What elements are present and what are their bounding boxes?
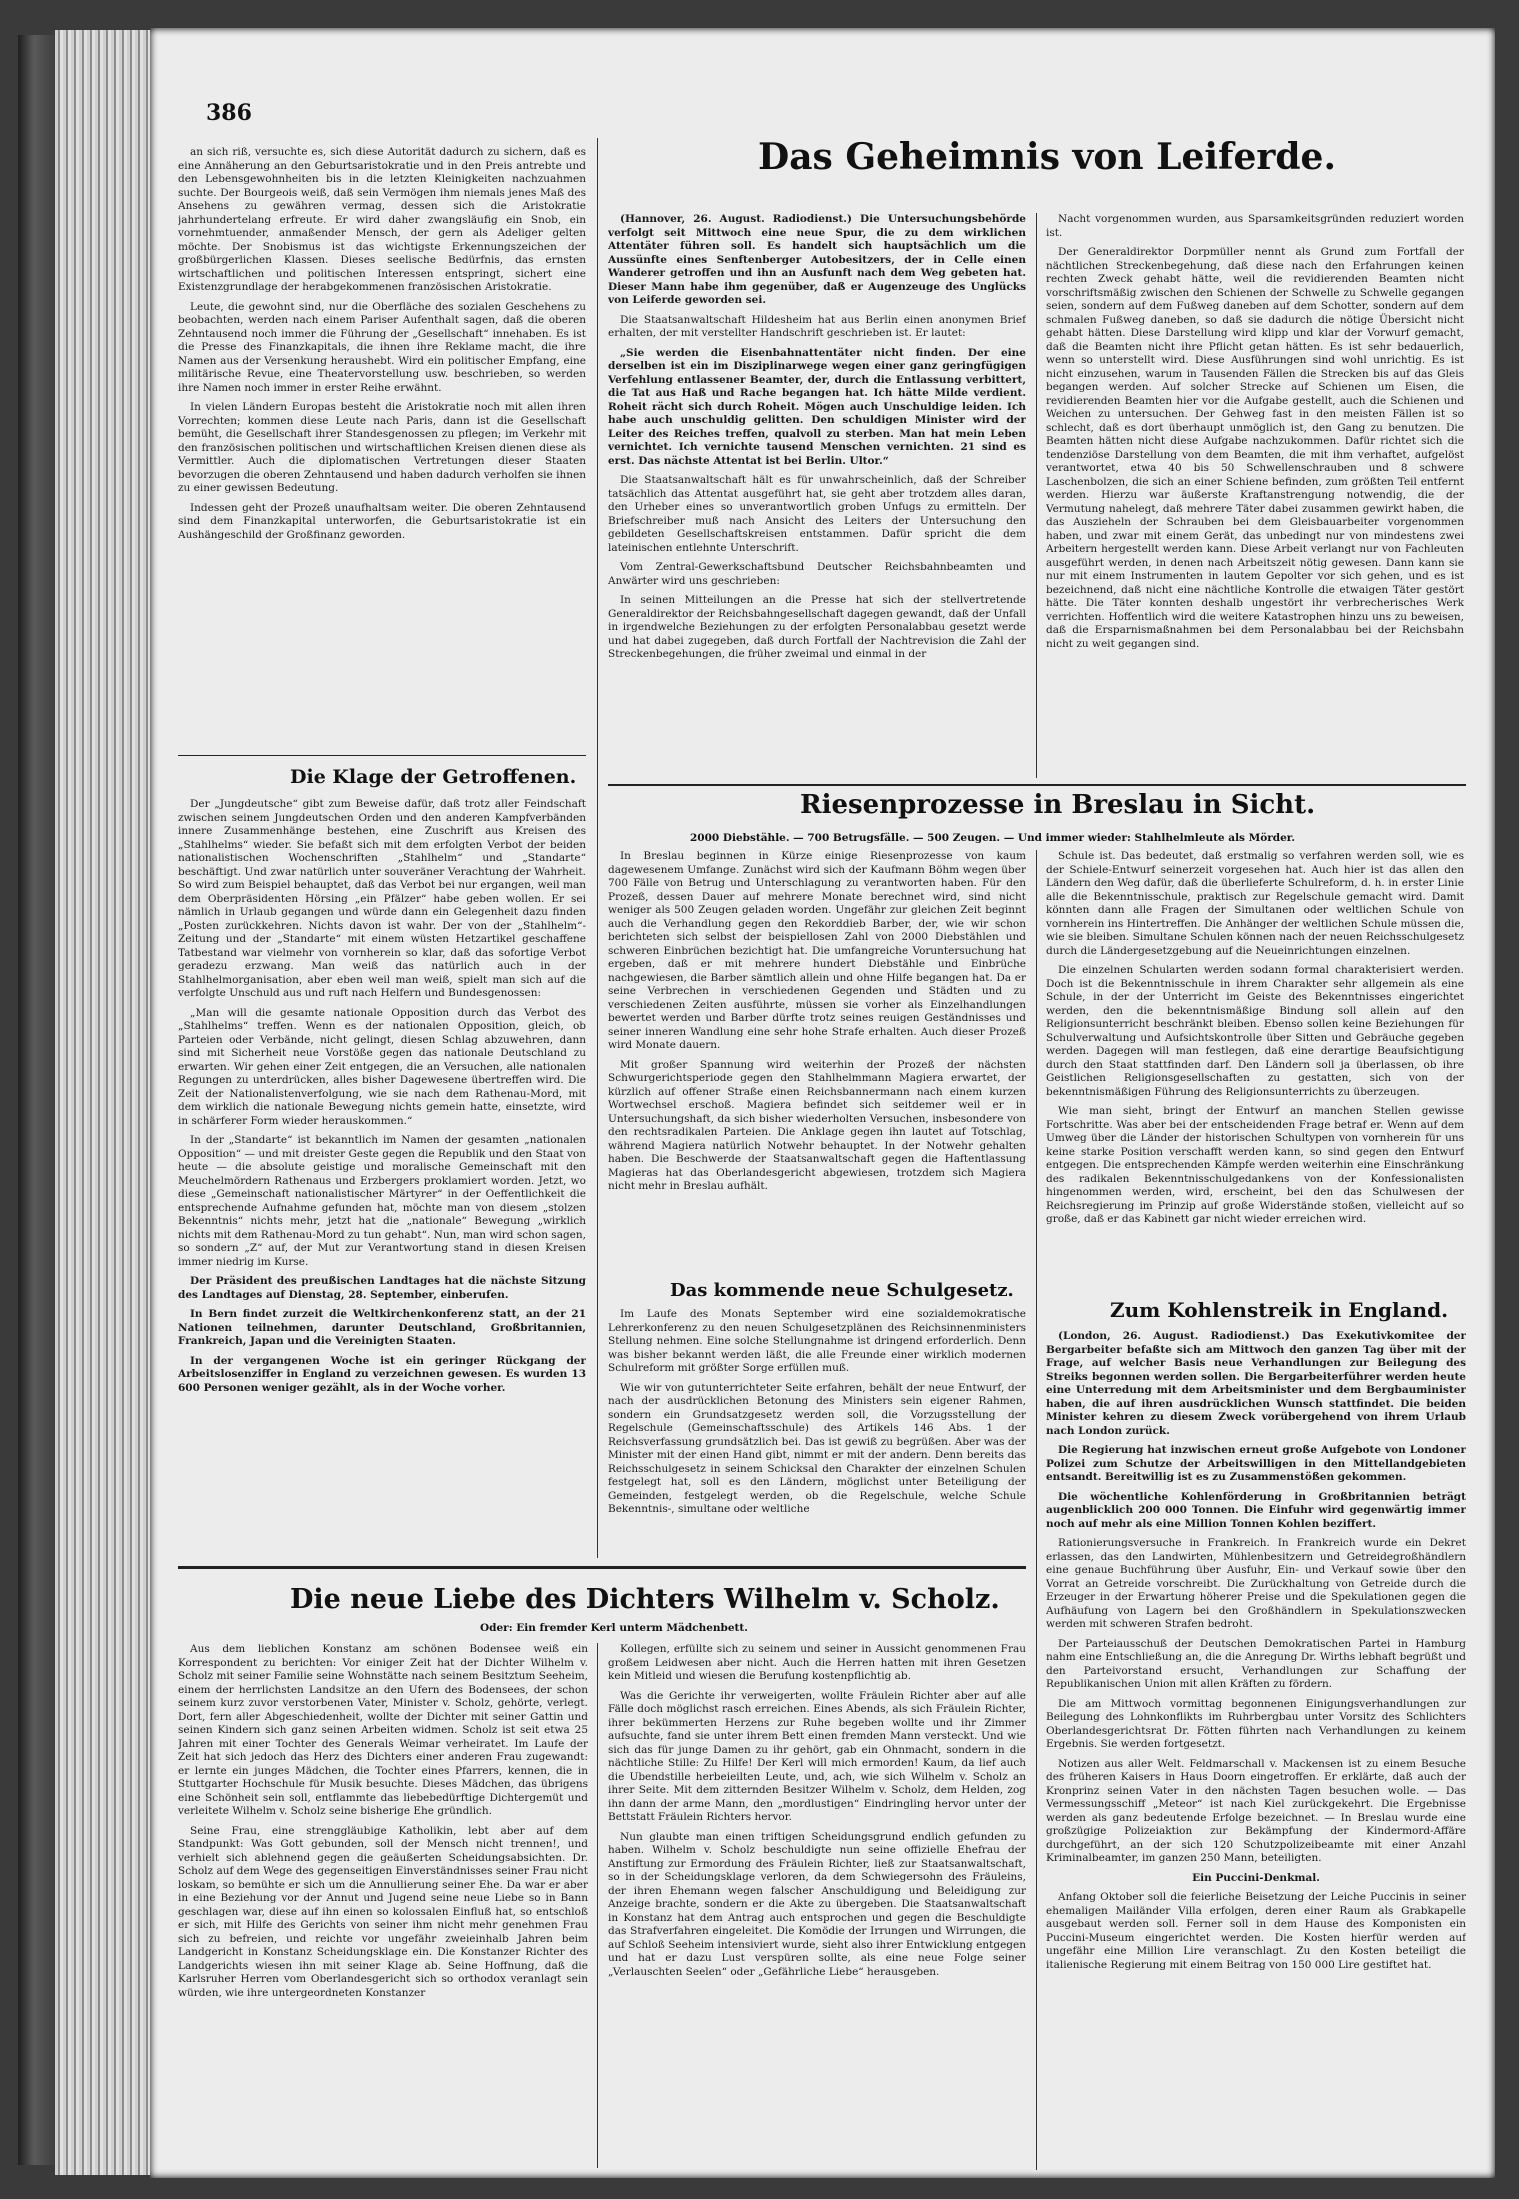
scholz-para-5: Nun glaubte man einen triftigen Scheidungsgrund endlich gefunden zu haben. Wilhelm v. Scholz beschuldigte nun seine offizielle Ehefrau der Anstiftung zur Ermordung des Fräulein Richter, ließ zur Staatsanwaltschaft, so in der Scheidungsklage verloren, da dem Schwiegersohn des Fräuleins, der ihren Ehemann wegen falscher Anschuldigung und Beleidigung zur Anzeige brachte, sondern er die Akte zu übergeben. Die Staatsanwaltschaft in Konstanz hat dem Antrag auch entsprochen und gegen die Beschuldigte das Strafverfahren eingeleitet. Die Komödie der Irrungen und Wirrungen, die auf Schloß Seeheim intensiviert wurde, sieht also ihrer Entwicklung entgegen und hat er dazu Lust verspüren sollte, als eine neue Folge seiner „Verlauschten Seelen“ oder „Gefährliche Liebe“ herausgeben. bbox=[608, 1830, 1026, 1978]
breslau-subhead: 2000 Diebstähle. — 700 Betrugsfälle. — 500 Zeugen. — Und immer wieder: Stahlhelmleute als Mörder. bbox=[690, 832, 1296, 844]
weltkirchenkonferenz-note: In Bern findet zurzeit die Weltkirchenkonferenz statt, an der 21 Nationen teilnehmen, darunter Deutschland, Großbritannien, Frankreich, Japan und die Vereinigten Staaten. bbox=[178, 1308, 586, 1347]
column-scholz-left bbox=[178, 1643, 588, 2168]
scholz-para-2: Seine Frau, eine strenggläubige Katholikin, lebt aber auf dem Standpunkt: Was Gott gebunden, soll der Mensch nicht trennen!, und verhielt sich ablehnend gegen die geäußerten Scheidungsabsichten. Dr. Scholz auf dem Wege des gegenseitigen Einverständnisses seiner Frau nicht loskam, so bemühte er sich um die Annullierung seiner Ehe. Da war er aber in eine Beziehung vor der Annut und Jugend seine neue Liebe so in Bann geschlagen war, diese auf ihn einen so kolossalen Einfluß hat, so entschloß er sich, mit Hilfe des Gerichts von seiner ihm nicht mehr genehmen Frau sich zu befreien, und reichte vor ungefähr zweieinhalb Jahren beim Landgericht in Konstanz Scheidungsklage ein. Die Konstanzer Richter des Landgerichts wiesen ihn mit seiner Klage ab. Seine Hoffnung, daß die Karlsruher Herren vom Oberlandesgericht sich so orthodox veranlagt sein würden, wie ihre untergeordneten Konstanzer bbox=[178, 1824, 588, 1999]
klage-para-2: In der „Standarte“ ist bekanntlich im Namen der gesamten „nationalen Opposition“ — und mit dreister Geste gegen die Republik und den Staat von heute — die absolute geistige und moralische Gemeinschaft mit den Meuchelmördern Rathenaus und Erzbergers proklamiert worden. Jetzt, wo diese „Gemeinschaft nationalistischer Märtyrer“ in der Oeffentlichkeit die entsprechende Aufnahme gefunden hat, möchte man von diesem „stolzen Bekenntnis“ nichts mehr, jetzt hat die „nationale“ Bewegung „wirklich nichts mit dem Rathenau-Mord zu tun gehabt“. Nun, man wird schon sagen, so sondern „Z“ auf, der Mut zur Verantwortung stand in diesen Kreisen immer niedrig im Kurse. bbox=[178, 1134, 586, 1268]
divider bbox=[178, 755, 586, 756]
column-klage bbox=[178, 798, 586, 1556]
column-kohlen bbox=[1046, 1330, 1466, 2168]
ruhrbergbau-news: Die am Mittwoch vormittag begonnenen Einigungsverhandlungen zur Beilegung des Lohnkonflikts im Ruhrbergbau unter Vorsitz des Schlichters Oberlandesgerichtsrat Dr. Fötten führten nach Verhandlungen zu keinem Ergebnis. Sie werden fortgesetzt. bbox=[1046, 1697, 1466, 1750]
divider bbox=[178, 1566, 1026, 1569]
leiferde-para-4: In seinen Mitteilungen an die Presse hat sich der stellvertretende Generaldirektor der Reichsbahngesellschaft dagegen gewandt, daß der Unfall in irgendwelche Beziehungen zu der erfolgten Personalabbau gesetzt werde und hat dabei zugegeben, daß durch Fortfall der Nachtrevision die Zahl der Streckenbegehungen, die früher zweimal und einmal in der bbox=[608, 594, 1026, 660]
aristocracy-para-1: an sich riß, versuchte es, sich diese Autorität dadurch zu sichern, daß es eine Annäherung an den Geburtsaristokratie und in den Preis antrebte und den Lebensgewohnheiten bis in die letzten Kleinigkeiten nachzuahmen suchte. Der Bourgeois weiß, daß sein Vermögen ihm niemals jenes Maß des Ansehens zu gewähren vermag, dessen sich die Aristokratie jahrhundertelang erfreute. Er wird daher zwangsläufig ein Snob, ein vornehmtuender, anmaßender Mensch, der gern als Adeliger gelten möchte. Der Snobismus ist das wichtigste Erkennungszeichen der großbürgerlichen Klassen. Dieses seelische Bedürfnis, das ernsten wirtschaftlichen und politischen Interessen entspringt, sichert eine Existenzgrundlage der herabgekommenen französischen Aristokratie. bbox=[178, 146, 586, 293]
leiferde-right-2: Der Generaldirektor Dorpmüller nennt als Grund zum Fortfall der nächtlichen Streckenbegehung, daß diese nach den Erfahrungen keinen rechten Zweck gehabt hätte, weil die revidierenden Beamten nicht vorschriftsmäßig zwischen den Schienen der Schwelle zu Schwelle gegangen seien, sondern auf dem Fußweg daneben auf dem Schotter, sondern auf dem schmalen Fußweg daneben, so daß sie dadurch die nötige Übersicht nicht gehabt hätten. Diese Darstellung wird klipp und klar der Vorwurf gemacht, daß die Beamten nicht ihre Pflicht getan hätten. Es ist sehr bedauerlich, wenn so unterstellt wird. Diese Ausführungen sind wohl unrichtig. Es ist nicht einzusehen, warum in Tausenden Fällen die Strecken bis auf das Gleis begangen werden. Auf solcher Strecke auf Schienen um Eisen, die revidierenden Beamten hier vor die Aufgabe gestellt, auch die Schienen und Weichen zu untersuchen. Der Gehweg fast in den meisten Fällen ist so schlecht, daß es dort überhaupt unmöglich ist, den Gang zu benutzen. Die Beamten hätten nicht diese Aufgabe nachzukommen. Dafür richtet sich die tendenziöse Darstellung von dem Beamten, die mit ihm verhaftet, aufgelöst verantwortet, etwa 40 bis 50 Schwellenschrauben und 8 schwere Laschenbolzen, die sich an einer Schiene befinden, zum größten Teil entfernt werden. Hierzu war äußerste Kraftanstrengung notwendig, die der Vermutung nahelegt, daß mehrere Täter dabei zusammen gewirkt haben, die das Auszieheln der Schrauben bei dem Gleisbauarbeiter vorgenommen haben, und zwar mit einem Gerät, das unbedingt nur von mindestens zwei Arbeitern hergestellt werden kann. Diese Arbeit verlangt nur von Fachleuten ausgeführt werden, in denen nach Arbeitszeit nötig gewesen. Dann kann sie nur mit einem Instrumenten in lautem Gepolter vor sich gehen, und es ist bezeichnend, daß nicht eine nächtliche Kontrolle die etwaigen Täter gestört hätte. Die Täter konnten deshalb ungestört ihr verbrecherisches Werk verrichten. Hoffentlich wird die weitere Katastrophen hinzu uns zu beweisen, daß die Ersparnismaßnahmen bei dem Personalabbau bei der Reichsbahn nicht zu weit gegangen sind. bbox=[1046, 246, 1464, 650]
column-rule bbox=[1036, 213, 1037, 778]
klage-quote: „Man will die gesamte nationale Opposition durch das Verbot des „Stahlhelms“ treffen. Wenn es der nationalen Opposition, gleich, ob Parteien oder Verbände, nicht gelingt, diesen Schlag abzuwehren, dann sind mit Sicherheit neue Vorstöße gegen das nationale Deutschland zu erwarten. Wir gehen einer Zeit entgegen, die an Versuchen, alle nationalen Regungen zu unterdrücken, alles bisher Dagewesene übertreffen wird. Die Zeit der Nationalistenverfolgung, wie sie nach dem Rathenau-Mord, mit dem wirklich die nationale Bewegung nichts gemein hatte, einsetzte, wird in schärferer Form wieder herauskommen.“ bbox=[178, 1006, 586, 1127]
aristocracy-para-2: Leute, die gewohnt sind, nur die Oberfläche des sozialen Geschehens zu beobachten, werden nach einem Pariser Aufenthalt sagen, daß die oberen Zehntausend noch immer die Führung der „Gesellschaft“ innehaben. Es ist die Presse des Finanzkapitals, die ihnen ihre Reklame macht, die ihre Namen aus der Versenkung heraushebt. Wird ein politischer Empfang, eine militärische Revue, eine Theatervorstellung usw. beschrieben, so werden ihre Namen noch immer in erster Reihe erwähnt. bbox=[178, 300, 586, 394]
schule-right-3: Wie man sieht, bringt der Entwurf an manchen Stellen gewisse Fortschritte. Was aber bei der entscheidenden Frage betraf er. Wenn auf dem Umweg über die Länder der historischen Schultypen von vornherein für uns keine starke Position verschafft werden kann, so sind gegen den Entwurf entgegen. Die entsprechenden Kämpfe werden weiterhin eine Einschränkung des radikalen Bekenntnisschulgedankens von der Konfessionalisten hingenommen werden, wird, erscheint, bei den das Schulwesen der Reichsregierung im Prinzip auf große Widerstände stoßen, vielleicht auf so große, daß er das Kabinett gar nicht wieder erreichen wird. bbox=[1046, 1105, 1464, 1225]
kohlen-para-3: Die wöchentliche Kohlenförderung in Großbritannien beträgt augenblicklich 200 000 Tonnen. Die Einfuhr wird gegenwärtig immer noch auf mehr als eine Million Tonnen Kohlen beziffert. bbox=[1046, 1490, 1466, 1530]
scholz-subhead: Oder: Ein fremder Kerl unterm Mädchenbett. bbox=[480, 1622, 748, 1634]
column-leiferde-left bbox=[608, 213, 1026, 778]
column-rule bbox=[1036, 850, 1037, 1290]
leiferde-para-2: Die Staatsanwaltschaft hält es für unwahrscheinlich, daß der Schreiber tatsächlich das Attentat ausgeführt hat, sie geht aber trotzdem alles daran, den Urheber eines so unverantwortlich groben Unfugs zu ermitteln. Der Briefschreiber muß nach Ansicht des Leiters der Untersuchung den gebildeten Gesellschaftskreisen entstammen. Dafür spricht die dem lateinischen entlehnte Unterschrift. bbox=[608, 474, 1026, 554]
page-number: 386 bbox=[206, 100, 252, 126]
schulgesetz-headline: Das kommende neue Schulgesetz. bbox=[670, 1280, 1014, 1301]
column-schulgesetz bbox=[608, 1308, 1026, 1558]
leiferde-lead: (Hannover, 26. August. Radiodienst.) Die Untersuchungsbehörde verfolgt seit Mittwoch eine neue Spur, die zu dem wirklichen Attentäter führen soll. Es handelt sich hauptsächlich um die Aussünfte eines Senftenberger Autobesitzers, der in Celle einen Wanderer getroffen und ihn an Ausfunft nach dem Weg gebeten hat. Dieser Mann habe ihm gegenüber, daß er Augenzeuge des Unglücks von Leiferde geworden sei. bbox=[608, 213, 1026, 306]
column-rule bbox=[597, 138, 598, 1558]
notizen-news: Notizen aus aller Welt. Feldmarschall v. Mackensen ist zu einem Besuche des früheren Kaisers in Haus Doorn eingetroffen. Er erklärte, daß auch der Kronprinz seinen Vater in den nächsten Tagen besuchen wolle. — Das Vermessungsschiff „Meteor“ ist nach Kiel zurückgekehrt. Die Ergebnisse werden als ganz bedeutende Erfolge bezeichnet. — In Breslau wurde eine großzügige Polizeiaktion zur Bekämpfung der Kindermord-Affäre durchgeführt, an der sich 120 Schutzpolizeibeamte mit einer Anzahl Kriminalbeamter, im ganzen 250 Mann, beteiligten. bbox=[1046, 1757, 1466, 1864]
book-spine bbox=[18, 35, 58, 2165]
scholz-para-3: Kollegen, erfüllte sich zu seinem und seiner in Aussicht genommenen Frau großem Leidwesen aber nicht. Auch die Herren hatten mit ihren Gesetzen kein Mitleid und wiesen die Berufung kostenpflichtig ab. bbox=[608, 1643, 1026, 1682]
breslau-headline: Riesenprozesse in Breslau in Sicht. bbox=[800, 790, 1316, 820]
aristocracy-para-3: In vielen Ländern Europas besteht die Aristokratie noch mit allen ihren Vorrechten; kommen diese Leute nach Paris, dann ist die Gesellschaft bemüht, die Gesellschaft ihrer Standesgenossen zu pflegen; im Verkehr mit den französischen politischen und wirtschaftlichen Kreisen dienen diese als Vermittler. Auch die diplomatischen Vertretungen dieser Staaten bevorzugen die oberen Zehntausend und haben dadurch verholfen sie ihnen zu einer gewissen Bedeutung. bbox=[178, 401, 586, 494]
klage-para-1: Der „Jungdeutsche“ gibt zum Beweise dafür, daß trotz aller Feindschaft zwischen seinem Jungdeutschen Orden und den anderen Kampfverbänden innere Zusammenhänge bestehen, eine Zuschrift aus Kreisen des „Stahlhelms“ wieder. Sie befaßt sich mit dem erfolgten Verbot der beiden nationalistischen Wochenschriften „Stahlhelm“ und „Standarte“ beschäftigt. Und zwar natürlich unter souveräner Verachtung der Wahrheit. So wird zum Beispiel behauptet, daß das Verbot bei nur ergangen, weil man dem Oberpräsidenten Hörsing „ein Pfälzer“ habe geben wollen. Er sei nämlich in Urlaub gegangen und würde dann ein Gelegenheit dazu finden „Posten zurückkehren. Nichts davon ist wahr. Der von der „Stahlhelm“-Zeitung und der „Standarte“ mit einem wüsten Hetzartikel geschaffene Tatbestand war vielmehr von vornherein so klar, daß das sofortige Verbot geradezu erzwang. Man weiß das natürlich auch in der Stahlhelmorganisation, aber eben weil man weiß, spielt man sich auf die verfolgte Unschuld aus und ruft nach Helfern und Bundesgenossen: bbox=[178, 798, 586, 999]
page-edges bbox=[55, 30, 165, 2175]
column-scholz-right bbox=[608, 1643, 1026, 2168]
column-aristocracy bbox=[178, 146, 586, 746]
schule-right-2: Die einzelnen Schularten werden sodann formal charakterisiert werden. Doch ist die Bekenntnisschule in ihrem Charakter sehr allgemein als eine Schule, in der der Unterricht im Geiste des Bekenntnisses eingerichtet werden, den die bekenntnismäßige Bindung soll allein auf den Religionsunterricht beschränkt bleiben. Ebenso sollen keine Beziehungen für Schulverwaltung und Aufsichtskontrolle über Sitten und Gebräuche gegeben werden. Dagegen will man festlegen, daß eine derartige Beaufsichtigung durch den Staat stattfinden darf. Den Ländern soll ja überlassen, ob ihre Geistlichen Religionsgesellschaften zu gestatten, sich von der bekenntnismäßigen Führung des Religionsunterrichts zu überzeugen. bbox=[1046, 964, 1464, 1098]
column-rule bbox=[597, 1643, 598, 2168]
kohlen-headline: Zum Kohlenstreik in England. bbox=[1110, 1298, 1449, 1322]
leiferde-para-3: Vom Zentral-Gewerkschaftsbund Deutscher Reichsbahnbeamten und Anwärter wird uns geschrieben: bbox=[608, 561, 1026, 587]
column-breslau bbox=[608, 850, 1026, 1290]
puccini-text: Anfang Oktober soll die feierliche Beisetzung der Leiche Puccinis in seiner ehemaligen Mailänder Villa erfolgen, deren einer Raum als Grabkapelle ausgebaut werden soll. Ferner soll in dem Hause des Komponisten ein Puccini-Museum eingerichtet werden. Die Kosten hierfür werden auf ungefähr eine Million Lire veranschlagt. Zu den Kosten beteiligt die italienische Regierung mit einem Beitrag von 150 000 Lire gestiftet hat. bbox=[1046, 1891, 1466, 1971]
leiferde-para-1: Die Staatsanwaltschaft Hildesheim hat aus Berlin einen anonymen Brief erhalten, der mit verstellter Handschrift geschrieben ist. Er lautet: bbox=[608, 313, 1026, 339]
landtag-note: Der Präsident des preußischen Landtages hat die nächste Sitzung des Landtages auf Dienstag, 28. September, einberufen. bbox=[178, 1275, 586, 1301]
column-rule bbox=[1036, 1290, 1037, 2170]
newspaper-page bbox=[150, 28, 1495, 2178]
schulgesetz-para-2: Wie wir von gutunterrichteter Seite erfahren, behält der neue Entwurf, der nach der ausdrücklichen Betonung des Ministers sein eigener Rahmen, sondern ein Grundsatzgesetz werden soll, die Vorzugsstellung der Regelschule (Gemeinschaftsschule) des Artikels 146 Abs. 1 der Reichsverfassung grundsätzlich bei. Das ist gewiß zu begrüßen. Aber was der Minister mit der einen Hand gibt, nimmt er mit der andern. Denn bereits das Reichsschulgesetz in seinem Schicksal den Charakter der einzelnen Schulen festgelegt hat, soll es den Ländern, möglichst unter Beteiligung der Gemeinden, festgelegt werden, ob die Regelschule, welche Schule Bekenntnis-, simultane oder weltliche bbox=[608, 1381, 1026, 1515]
arbeitslosen-note: In der vergangenen Woche ist ein geringer Rückgang der Arbeitslosenziffer in England zu verzeichnen gewesen. Es wurden 13 600 Personen weniger gezählt, als in der Woche vorher. bbox=[178, 1354, 586, 1394]
scholz-para-1: Aus dem lieblichen Konstanz am schönen Bodensee weiß ein Korrespondent zu berichten: Vor einiger Zeit hat der Dichter Wilhelm v. Scholz mit seiner Familie seine Wohnstätte nach seinem Besitztum Seeheim, einem der herrlichsten Landsitze an den Ufern des Bodensees, der schon seinem kurz zuvor verstorbenen Vater, Minister v. Scholz, gehörte, verlegt. Dort, fern aller Abgeschiedenheit, wollte der Dichter mit seiner Gattin und seinen Kindern sich ganz seinen Arbeiten widmen. Scholz ist seit etwa 25 Jahren mit einer Tochter des Generals Weimar verheiratet. Im Laufe der Zeit hat sich jedoch das Herz des Dichters einer anderen Frau zugewandt: er lernte ein junges Mädchen, die Tochter eines Pfarrers, kennen, die in Stuttgarter Hochschule für Musik besuchte. Dieses Mädchen, das übrigens eine Schönheit sein soll, entflammte das liebebedürftige Dichtergemüt und verleitete Wilhelm v. Scholz seine bisherige Ehe gründlich. bbox=[178, 1643, 588, 1817]
leiferde-headline: Das Geheimnis von Leiferde. bbox=[758, 136, 1336, 178]
breslau-para-1: In Breslau beginnen in Kürze einige Riesenprozesse von kaum dagewesenem Umfange. Zunächst wird sich der Kaufmann Böhm wegen über 700 Fälle von Betrug und Unterschlagung zu verantworten haben. Für den Prozeß, dessen Dauer auf mehrere Monate berechnet wird, sind nicht weniger als 500 Zeugen geladen worden. Ungefähr zur gleichen Zeit beginnt auch die Verhandlung gegen den Rekorddieb Barber, der, wie wir schon berichteten sich selbst der beispiellosen Zahl von 2000 Diebstählen und schweren Einbrüchen bezichtigt hat. Die umfangreiche Voruntersuchung hat ergeben, daß er mit mehrere hundert Diebstähle und Einbrüche nachgewiesen, die Barber sämtlich allein und ohne Hilfe begangen hat. Da er seine Verbrechen in verschiedenen Gegenden und Städten und zu verschiedenen Zeiten ausführte, müssen sie vorher als Einzelhandlungen bewertet werden und Barber dürfte trotz seines reuigen Geständnisses und seiner inneren Wandlung eine sehr hohe Strafe erhalten. Auch dieser Prozeß wird Monate dauern. bbox=[608, 850, 1026, 1051]
frankreich-news: Rationierungsversuche in Frankreich. In Frankreich wurde ein Dekret erlassen, das den Landwirten, Mühlenbesitzern und Getreidegroßhändlern eine genaue Buchführung über Ausfuhr, Ein- und Verkauf sowie über den Vorrat an Getreide vorschreibt. Die Zurückhaltung von Getreide durch die Erzeuger in der Erwartung höherer Preise und die Spekulationen gegen die Aufhäufung von Lagern bei den Großhändlern in Spekulationszwecken werden mit schweren Strafen bedroht. bbox=[1046, 1537, 1466, 1630]
kohlen-para-1: (London, 26. August. Radiodienst.) Das Exekutivkomitee der Bergarbeiter befaßte sich am Mittwoch den ganzen Tag über mit der Frage, auf welcher Basis neue Verhandlungen zur Beilegung des Streiks begonnen werden sollen. Die Bergarbeiterführer werden heute eine Unterredung mit dem Arbeitsminister und dem Bergbauminister haben, die auf ihren ausdrücklichen Wunsch stattfindet. Die beiden Minister kehren zu diesem Zweck vorübergehend von ihrem Urlaub nach London zurück. bbox=[1046, 1330, 1466, 1437]
leiferde-letter: „Sie werden die Eisenbahnattentäter nicht finden. Der eine derselben ist ein im Disziplinarwege wegen einer ganz geringfügigen Verfehlung entlassener Beamter, der, durch die Entlassung verbittert, die Tat aus Haß und Rache begangen hat. Ich hätte Milde verdient. Roheit rächt sich durch Roheit. Mögen auch Unschuldige leiden. Ich habe auch unschuldig gelitten. Den schuldigen Minister wird der Leiter des Reiches treffen, qualvoll zu sterben. Man hat mein Leben vernichtet. Ich vernichte tausend Menschen vernichten. 21 sind es erst. Das nächste Attentat ist bei Berlin. Ultor.“ bbox=[608, 346, 1026, 467]
column-schule-right bbox=[1046, 850, 1464, 1290]
ddp-news: Der Parteiausschuß der Deutschen Demokratischen Partei in Hamburg nahm eine Entschließung an, die die Anregung Dr. Wirths lebhaft begrüßt und den Parteivorstand ersucht, Verhandlungen zur Schaffung der Republikanischen Union mit allen Kräften zu fördern. bbox=[1046, 1637, 1466, 1690]
scholz-para-4: Was die Gerichte ihr verweigerten, wollte Fräulein Richter aber auf alle Fälle doch möglichst rasch erreichen. Eines Abends, als sich Fräulein Richter, ihrer bekümmerten Herzens zur Ruhe begeben wollte und ihr Zimmer aufsuchte, fand sie unter ihrem Bett einen fremden Mann versteckt. Und wie sich das für junge Damen zu ihr gehört, gab ein Ohnmacht, sondern in die nächtliche Stille: Zu Hilfe! Der Kerl will mich ermorden! Kaum, da lief auch die Ubendstille herbeieilten Leute, und, ach, wie sich Wilhelm v. Scholz an ihrer Seite. Mit dem zitternden Besitzer Wilhelm v. Scholz, dem Helden, zog ihn dann der arme Mann, den „mordlustigen“ Eindringling hervor unter der Bettstatt Fräulein Richters hervor. bbox=[608, 1689, 1026, 1823]
schule-right-1: Schule ist. Das bedeutet, daß erstmalig so verfahren werden soll, wie es der Schiele-Entwurf seinerzeit vorgesehen hat. Auch hier ist das allen den Ländern den Weg dafür, daß die überlieferte Schulreform, d. h. in erster Linie alle die Bekenntnisschule, praktisch zur Regelschule gemacht wird. Damit könnten dann alle Fragen der Simultanen oder weltlichen Schule von vornherein ins Hintertreffen. Die Anhänger der weltlichen Schule müssen die, wie sie bleiben. Simultane Schulen können nach der neuen Reichsschulgesetz durch die Ländergesetzgebung auf die Neueinrichtungen einzelnen. bbox=[1046, 850, 1464, 957]
breslau-para-2: Mit großer Spannung wird weiterhin der Prozeß der nächsten Schwurgerichtsperiode gegen den Stahlhelmmann Magiera erwartet, der kürzlich auf offener Straße einen Reichsbannermann nach einem kurzen Wortwechsel erschoß. Magiera befindet sich seitdemer weil er in Untersuchungshaft, da sich bisher wiederholten Versuchen, insbesondere von den rechtsradikalen Parteien. Die Anklage gegen ihn lautet auf Totschlag, während Magiera natürlich Notwehr behauptet. In der Notwehr gehalten haben. Die Beschwerde der Staatsanwaltschaft gegen die Haftentlassung Magieras hat das Oberlandesgericht abgewiesen, trotzdem sich Magiera nicht mehr in Breslau aufhält. bbox=[608, 1058, 1026, 1192]
klage-headline: Die Klage der Getroffenen. bbox=[290, 766, 577, 788]
scholz-headline: Die neue Liebe des Dichters Wilhelm v. Scholz. bbox=[290, 1584, 1000, 1615]
kohlen-para-2: Die Regierung hat inzwischen erneut große Aufgebote von Londoner Polizei zum Schutze der Arbeitswilligen in den Mittellandgebieten entsandt. Bereitwillig ist es zu Zusammenstößen gekommen. bbox=[1046, 1444, 1466, 1483]
schulgesetz-para-1: Im Laufe des Monats September wird eine sozialdemokratische Lehrerkonferenz zu den neuen Schulgesetzplänen des Reichsinnenministers Stellung nehmen. Eine solche Stellungnahme ist dringend erforderlich. Denn was bisher bekannt werden läßt, die alle Freunde einer wirklich modernen Schulreform mit größter Sorge erfüllen muß. bbox=[608, 1308, 1026, 1374]
divider bbox=[608, 784, 1466, 786]
puccini-headline: Ein Puccini-Denkmal. bbox=[1192, 1871, 1320, 1884]
aristocracy-para-4: Indessen geht der Prozeß unaufhaltsam weiter. Die oberen Zehntausend sind dem Finanzkapital unterworfen, die Geburtsaristokratie ist ein Aushängeschild der Großfinanz geworden. bbox=[178, 501, 586, 541]
leiferde-right-1: Nacht vorgenommen wurden, aus Sparsamkeitsgründen reduziert worden ist. bbox=[1046, 213, 1464, 239]
column-leiferde-right bbox=[1046, 213, 1464, 778]
